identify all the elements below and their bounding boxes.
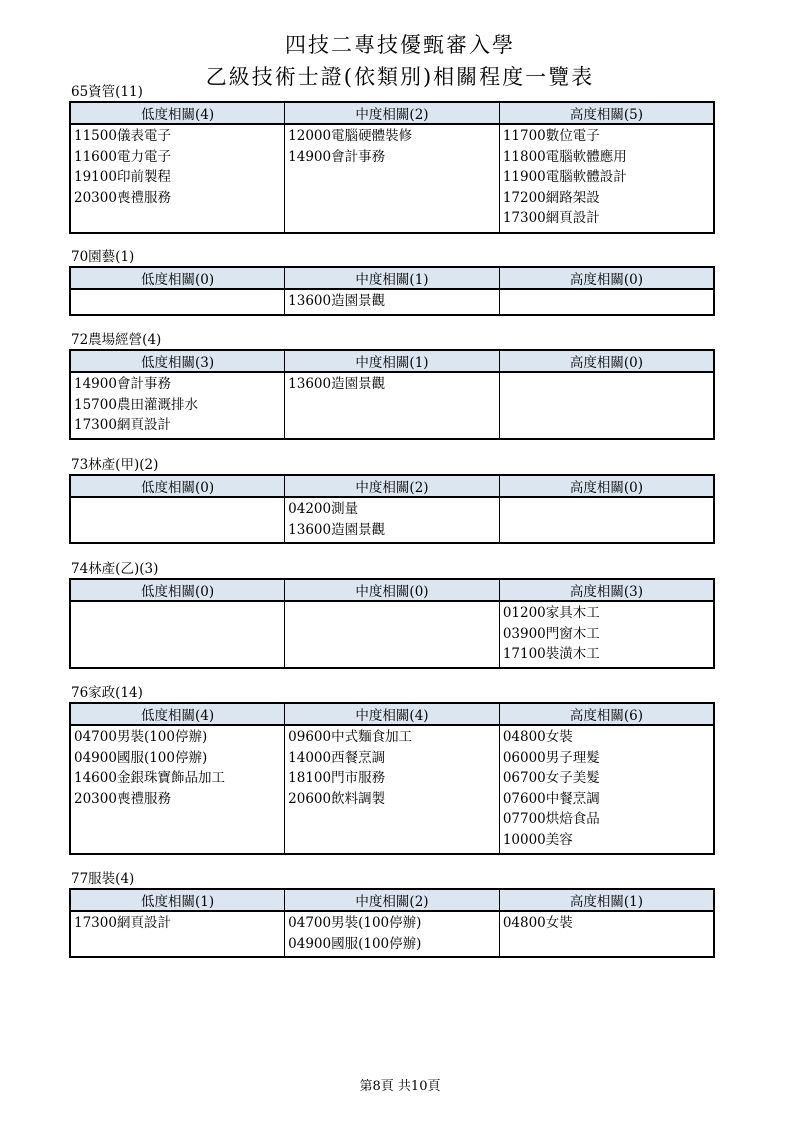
column-header: 中度相關(2) — [285, 102, 500, 124]
certificate-cell — [70, 372, 285, 439]
certificate-cell — [285, 725, 500, 854]
category-label: 72農場經營(4) — [71, 332, 162, 348]
relevance-table — [69, 474, 715, 544]
certificate-item: 04200測量 — [288, 501, 359, 517]
certificate-cell — [70, 124, 285, 233]
relevance-table — [69, 349, 715, 440]
certificate-item: 11600電力電子 — [74, 148, 171, 165]
category-label: 74林產(乙)(3) — [71, 561, 159, 577]
column-header: 中度相關(4) — [285, 703, 500, 725]
certificate-item: 18100門市服務 — [288, 770, 386, 786]
certificate-cell — [70, 601, 285, 668]
certificate-item: 17300網頁設計 — [74, 915, 171, 931]
certificate-item: 17300網頁設計 — [502, 210, 600, 226]
document-subtitle: 乙級技術士證(依類別)相關程度一覽表 — [205, 65, 595, 89]
certificate-cell — [499, 124, 714, 233]
category-label: 70園藝(1) — [71, 249, 135, 265]
certificate-item: 14000西餐烹調 — [288, 749, 386, 766]
certificate-item: 14600金銀珠寶飾品加工 — [74, 770, 225, 786]
column-header: 高度相關(0) — [499, 267, 714, 289]
certificate-item: 11800電腦軟體應用 — [502, 148, 627, 165]
certificate-cell — [499, 372, 714, 439]
certificate-item: 19100印前製程 — [74, 169, 171, 185]
certificate-cell — [285, 601, 500, 668]
certificate-cell — [499, 911, 714, 957]
certificate-item: 14900會計事務 — [288, 148, 386, 165]
column-header: 中度相關(2) — [285, 475, 500, 497]
certificate-item: 10000美容 — [502, 831, 573, 848]
certificate-cell — [70, 911, 285, 957]
certificate-item: 03900門窗木工 — [502, 625, 600, 642]
certificate-cell — [285, 497, 500, 543]
column-header: 低度相關(0) — [70, 267, 285, 289]
relevance-table — [69, 101, 715, 234]
certificate-cell — [70, 497, 285, 543]
page-footer: 第8頁 共10頁 — [359, 1079, 441, 1094]
certificate-item: 20300喪禮服務 — [74, 790, 171, 807]
certificate-item: 04700男裝(100停辦) — [288, 915, 422, 931]
column-header: 高度相關(5) — [499, 102, 714, 124]
column-header: 高度相關(0) — [499, 350, 714, 372]
certificate-cell — [70, 289, 285, 315]
certificate-cell — [499, 497, 714, 543]
certificate-item: 11700數位電子 — [502, 128, 600, 144]
column-header: 低度相關(0) — [70, 475, 285, 497]
certificate-item: 04900國服(100停辦) — [288, 935, 422, 952]
certificate-cell — [285, 289, 500, 315]
relevance-table — [69, 578, 715, 669]
column-header: 低度相關(0) — [70, 579, 285, 601]
certificate-cell — [285, 911, 500, 957]
column-header: 高度相關(6) — [499, 703, 714, 725]
certificate-item: 14900會計事務 — [74, 376, 171, 392]
certificate-item: 15700農田灌溉排水 — [74, 396, 198, 413]
column-header: 中度相關(2) — [285, 889, 500, 911]
column-header: 高度相關(3) — [499, 579, 714, 601]
certificate-item: 07600中餐烹調 — [502, 790, 600, 807]
certificate-item: 11500儀表電子 — [74, 128, 171, 144]
column-header: 高度相關(0) — [499, 475, 714, 497]
certificate-cell — [499, 725, 714, 854]
certificate-item: 07700烘焙食品 — [502, 811, 600, 827]
certificate-cell — [70, 725, 285, 854]
certificate-cell — [499, 601, 714, 668]
certificate-item: 17300網頁設計 — [74, 417, 171, 433]
certificate-item: 09600中式麵食加工 — [288, 729, 413, 745]
certificate-item: 20300喪禮服務 — [74, 189, 171, 206]
column-header: 低度相關(1) — [70, 889, 285, 911]
certificate-item: 13600造園景觀 — [288, 376, 386, 392]
certificate-cell — [499, 289, 714, 315]
certificate-item: 04800女裝 — [502, 729, 573, 745]
certificate-item: 06700女子美髮 — [502, 770, 600, 786]
column-header: 低度相關(4) — [70, 102, 285, 124]
certificate-item: 01200家具木工 — [502, 605, 600, 621]
category-label: 65資管(11) — [71, 84, 143, 100]
certificate-item: 12000電腦硬體裝修 — [288, 128, 413, 144]
certificate-cell — [285, 372, 500, 439]
category-label: 73林產(甲)(2) — [71, 457, 159, 473]
certificate-item: 06000男子理髮 — [502, 749, 600, 766]
relevance-table — [69, 888, 715, 958]
relevance-table — [69, 266, 715, 316]
column-header: 低度相關(4) — [70, 703, 285, 725]
category-label: 77服裝(4) — [71, 871, 135, 887]
certificate-cell — [285, 124, 500, 233]
certificate-item: 04700男裝(100停辦) — [74, 729, 208, 745]
certificate-item: 13600造園景觀 — [288, 521, 386, 538]
column-header: 中度相關(1) — [285, 350, 500, 372]
column-header: 中度相關(1) — [285, 267, 500, 289]
certificate-item: 17100裝潢木工 — [502, 646, 600, 662]
certificate-item: 04800女裝 — [502, 915, 573, 931]
column-header: 低度相關(3) — [70, 350, 285, 372]
relevance-table — [69, 702, 715, 855]
column-header: 中度相關(0) — [285, 579, 500, 601]
certificate-item: 04900國服(100停辦) — [74, 749, 208, 766]
certificate-item: 17200網路架設 — [502, 189, 600, 206]
certificate-item: 11900電腦軟體設計 — [502, 169, 627, 185]
category-label: 76家政(14) — [71, 685, 143, 701]
certificate-item: 20600飲料調製 — [288, 790, 386, 807]
certificate-item: 13600造園景觀 — [288, 293, 386, 309]
document-title: 四技二專技優甄審入學 — [285, 33, 515, 57]
column-header: 高度相關(1) — [499, 889, 714, 911]
